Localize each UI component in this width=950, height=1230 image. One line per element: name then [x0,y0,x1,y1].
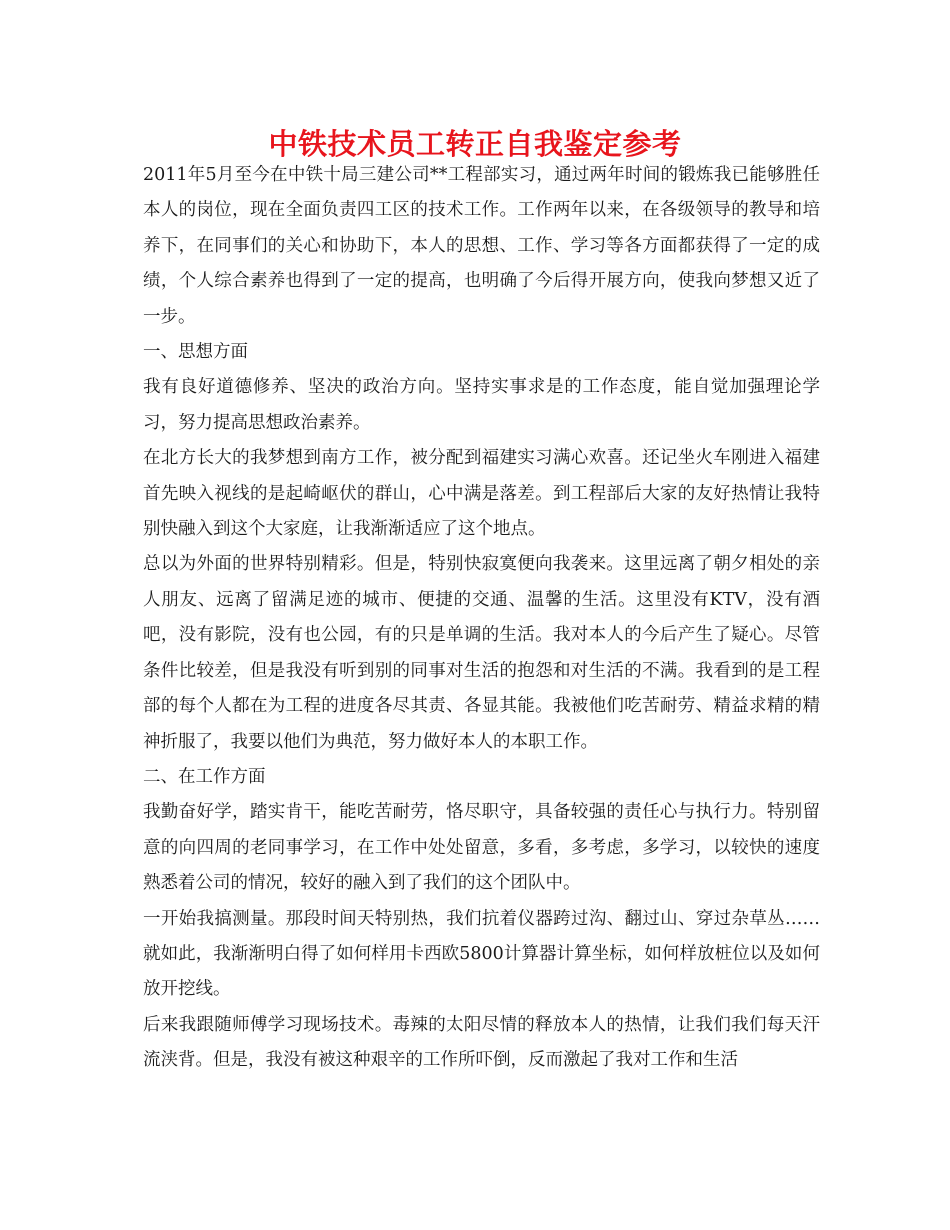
paragraph-surveying: 一开始我搞测量。那段时间天特别热，我们抗着仪器跨过沟、翻过山、穿过杂草丛……就如此，我渐渐明白得了如何样用卡西欧5800计算器计算坐标，如何样放桩位以及如何放开挖线。 [143,908,820,1000]
section-heading-work: 二、在工作方面 [143,766,266,787]
paragraph-loneliness: 总以为外面的世界特别精彩。但是，特别快寂寞便向我袭来。这里远离了朝夕相处的亲人朋友、远离了留满足迹的城市、便捷的交通、温馨的生活。这里没有KTV，没有酒吧，没有影院，没有也公园，有的只是单调的生活。我对本人的今后产生了疑心。尽管条件比较差，但是我没有听到别的同事对生活的抱怨和对生活的不满。我看到的是工程部的每个人都在为工程的进度各尽其责、各显其能。我被他们吃苦耐劳、精益求精的精神折服了，我要以他们为典范，努力做好本人的本职工作。 [143,554,820,752]
section-heading-ideology: 一、思想方面 [143,342,248,363]
paragraph-arrival-fujian: 在北方长大的我梦想到南方工作，被分配到福建实习满心欢喜。还记坐火车刚进入福建首先映入视线的是起崎岖伏的群山，心中满是落差。到工程部后大家的友好热情让我特别快融入到这个大家庭，让我渐渐适应了这个地点。 [143,448,820,540]
document-body [143,158,820,1079]
paragraph-intro: 2011年5月至今在中铁十局三建公司**工程部实习，通过两年时间的锻炼我已能够胜任本人的岗位，现在全面负责四工区的技术工作。工作两年以来，在各级领导的教导和培养下，在同事们的关心和协助下，本人的思想、工作、学习等各方面都获得了一定的成绩，个人综合素养也得到了一定的提高，也明确了今后得开展方向，使我向梦想又近了一步。 [143,165,820,327]
paragraph-work-attitude: 我勤奋好学，踏实肯干，能吃苦耐劳，恪尽职守，具备较强的责任心与执行力。特别留意的向四周的老同事学习，在工作中处处留意，多看，多考虑，多学习，以较快的速度熟悉着公司的情况，较好的融入到了我们的这个团队中。 [143,802,820,894]
document-title: 中铁技术员工转正自我鉴定参考 [268,127,682,161]
paragraph-site-technique: 后来我跟随师傅学习现场技术。毒辣的太阳尽情的释放本人的热情，让我们我们每天汗流浃背。但是，我没有被这种艰辛的工作所吓倒，反而激起了我对工作和生活 [143,1014,820,1071]
paragraph-ideology: 我有良好道德修养、坚决的政治方向。坚持实事求是的工作态度，能自觉加强理论学习，努力提高思想政治素养。 [143,377,820,433]
